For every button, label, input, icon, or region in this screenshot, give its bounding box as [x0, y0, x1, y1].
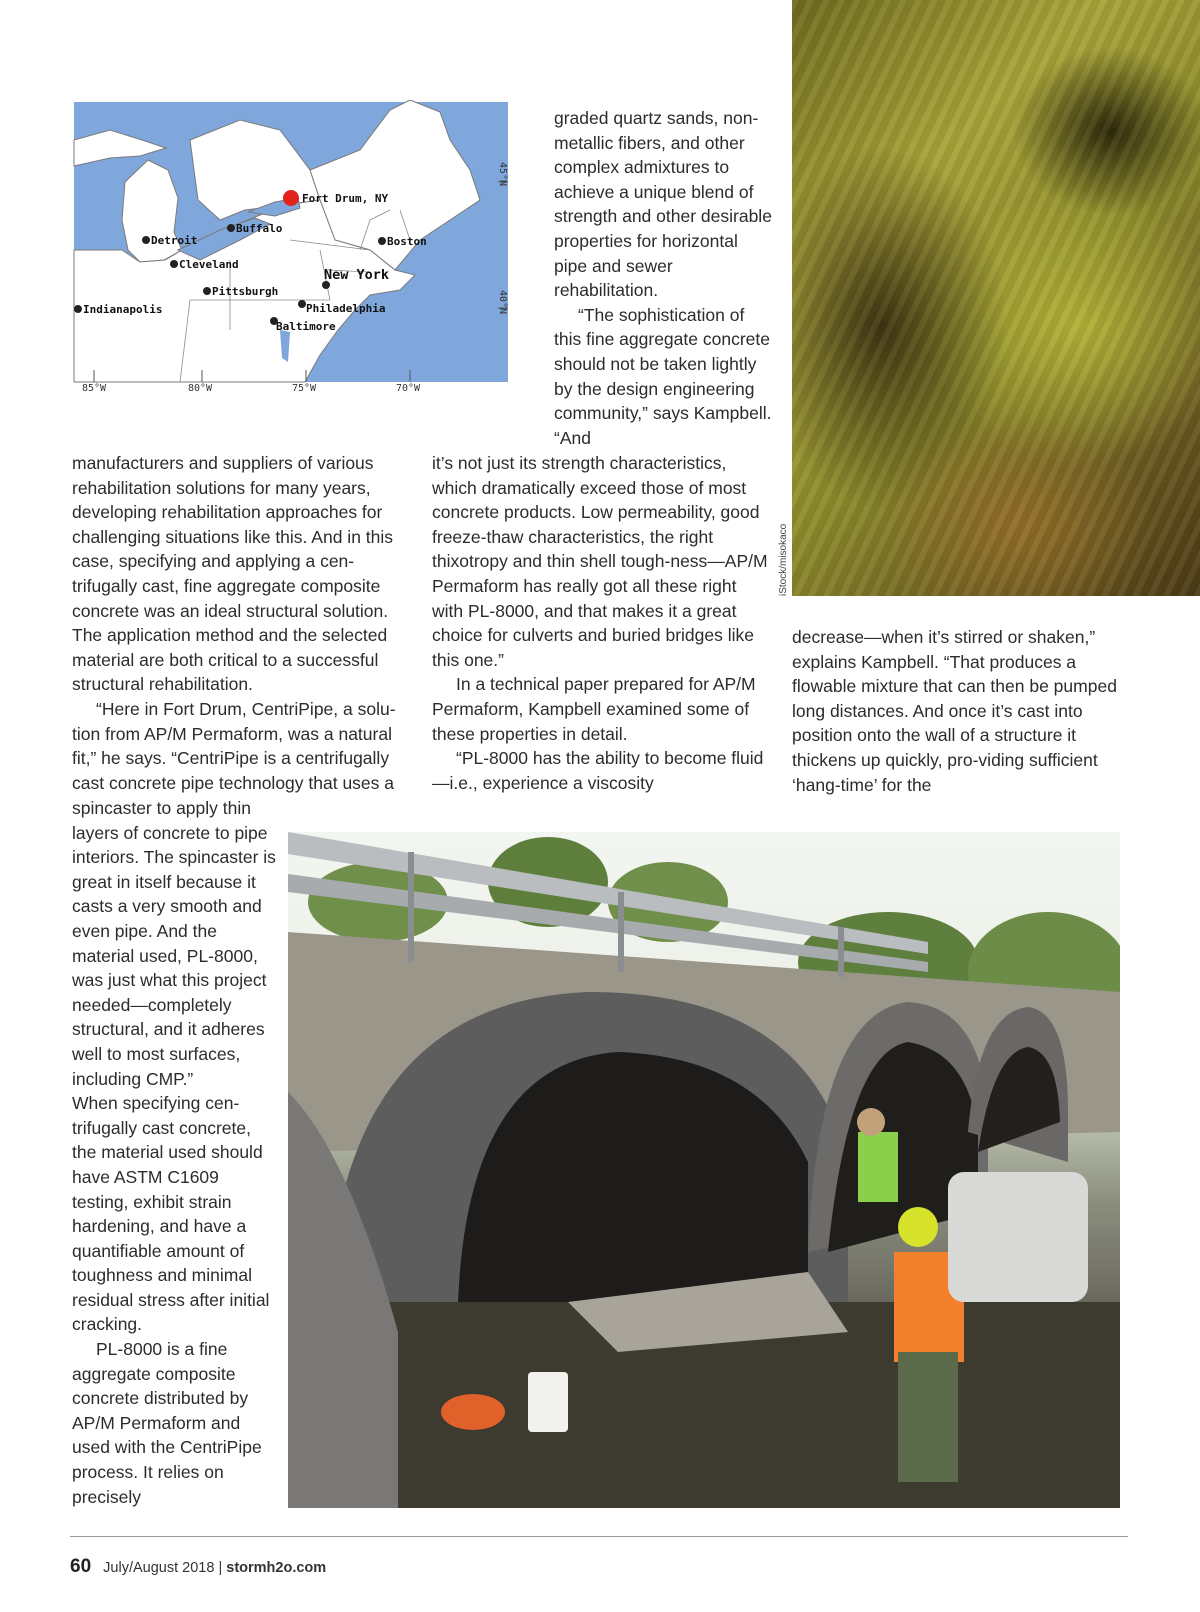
label-pittsburgh: Pittsburgh — [212, 285, 279, 298]
photo-credit: iStock/misokaco — [778, 523, 789, 596]
philadelphia-dot — [298, 300, 306, 308]
footer-rule — [70, 1536, 1128, 1537]
fort-drum-marker — [283, 190, 299, 206]
column-middle-top — [554, 106, 772, 450]
label-indianapolis: Indianapolis — [83, 303, 163, 316]
page-footer — [70, 1556, 326, 1578]
label-new-york: New York — [324, 267, 390, 283]
paragraph: it’s not just its strength characteristics, which dramatically exceed those of most concrete products. Low permeability, good freeze-thaw characteristics, the right thixotropy and thin shell tough-ness—AP/M Permaform has really got all these right with PL-8000, and that makes it a great choice for culverts and buried bridges like this one.” — [432, 453, 768, 670]
column-left-bottom — [72, 796, 278, 1509]
issue-date: July/August 2018 — [103, 1560, 215, 1576]
label-detroit: Detroit — [151, 234, 198, 247]
paragraph: “Here in Fort Drum, CentriPipe, a solu-tion from AP/M Permaform, was a natural fit,” he says. “CentriPipe is a centrifugally cast concrete pipe technology that uses a — [72, 698, 396, 793]
culvert-rehabilitation-photo — [288, 832, 1120, 1508]
paragraph: PL-8000 is a fine aggregate composite concrete distributed by AP/M Permaform and used with the CentriPipe process. It relies on precisely — [72, 1339, 262, 1507]
label-boston: Boston — [387, 235, 427, 248]
column-right — [792, 625, 1128, 797]
label-80w: 80°W — [188, 383, 213, 392]
label-75w: 75°W — [292, 383, 317, 392]
paragraph: spincaster to apply thin layers of concrete to pipe interiors. The spincaster is great in itself because it casts a very smooth and even pipe. And the material used, PL-8000, was just what this project needed—completely structural, and it adheres well to most surfaces, including CMP.” — [72, 798, 276, 1089]
column-middle-bottom — [432, 451, 772, 795]
label-45n: 45°N — [497, 162, 508, 187]
label-fort-drum: Fort Drum, NY — [302, 192, 389, 205]
column-left-top — [72, 451, 412, 795]
label-70w: 70°W — [396, 383, 421, 392]
site-link[interactable]: stormh2o.com — [226, 1560, 327, 1576]
paragraph: “PL-8000 has the ability to become fluid—i.e., experience a viscosity — [432, 748, 764, 793]
indianapolis-dot — [74, 305, 82, 313]
label-baltimore: Baltimore — [276, 320, 336, 333]
paragraph: graded quartz sands, non-metallic fibers, and other complex admixtures to achieve a unique blend of strength and other desirable properties for horizontal pipe and sewer rehabilitation. — [554, 108, 772, 301]
label-40n: 40°N — [497, 290, 508, 315]
paragraph: In a technical paper prepared for AP/M Permaform, Kampbell examined some of these properties in detail. — [432, 674, 756, 744]
paragraph: manufacturers and suppliers of various rehabilitation solutions for many years, developing rehabilitation approaches for challenging situations like this. And in this case, specifying and applying a cen-trifugally cast, fine aggregate composite concrete was an ideal structural solution. The application method and the selected material are both critical to a successful structural rehabilitation. — [72, 453, 394, 695]
page-number: 60 — [70, 1556, 92, 1577]
footer-separator: | — [218, 1560, 223, 1576]
buffalo-dot — [227, 224, 235, 232]
label-buffalo: Buffalo — [236, 222, 283, 235]
cleveland-dot — [170, 260, 178, 268]
region-map — [70, 100, 510, 392]
paragraph: When specifying cen-trifugally cast concrete, the material used should have ASTM C1609 testing, exhibit strain hardening, and have a quantifiable amount of toughness and minimal residual stress after initial cracking. — [72, 1093, 270, 1335]
paragraph: decrease—when it’s stirred or shaken,” explains Kampbell. “That produces a flowable mixture that can then be pumped long distances. And once it’s cast into position onto the wall of a structure it thickens up quickly, pro-viding sufficient ‘hang-time’ for the — [792, 627, 1117, 795]
culvert-interior-photo — [792, 0, 1200, 596]
label-cleveland: Cleveland — [179, 258, 239, 271]
boston-dot — [378, 237, 386, 245]
detroit-dot — [142, 236, 150, 244]
label-85w: 85°W — [82, 383, 107, 392]
pittsburgh-dot — [203, 287, 211, 295]
label-philadelphia: Philadelphia — [306, 302, 386, 315]
paragraph: “The sophistication of this fine aggregate concrete should not be taken lightly by the design engineering community,” says Kampbell. “And — [554, 304, 772, 448]
